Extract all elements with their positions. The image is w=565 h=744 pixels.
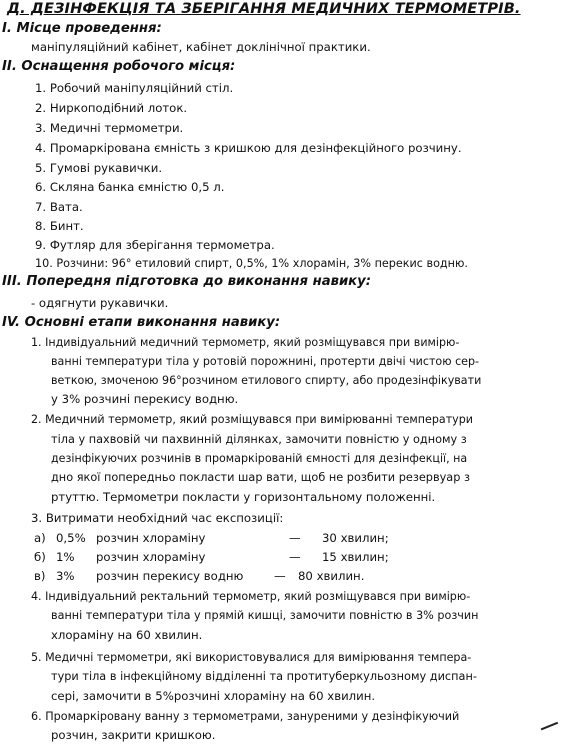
step-5-line: тури тіла в інфекційному відділенні та протитуберкульозному диспан- [51,670,477,683]
row-label: а) [34,531,46,545]
step-5-line: сері, замочити в 5%розчині хлораміну на 60 хвилин. [51,689,376,703]
step-2-line: дезінфікуючих розчинів в промаркірованій ємності для дезінфекції, на [51,452,468,465]
equipment-item: 3. Медичні термометри. [35,121,184,135]
step-6-line: розчин, закрити кришкою. [51,728,216,742]
step-3-lead: 3. Витримати необхідний час експозиції: [31,511,284,525]
equipment-item: 4. Промаркірована ємність з кришкою для дезінфекційного розчину. [35,141,462,155]
pen-mark [541,722,560,733]
section-4-heading: IV. Основні етапи виконання навику: [2,315,281,330]
section-3-text: - одягнути рукавички. [31,296,169,310]
equipment-item: 1. Робочий маніпуляційний стіл. [35,81,234,95]
step-1-line: ванні температури тіла у ротовій порожнині, протерти двічі чистою сер- [51,355,480,368]
step-1-line: 1. Індивідуальний медичний термометр, який розміщувався при вимірю- [31,336,460,349]
row-time: 15 хвилин; [322,550,389,564]
row-dash: — [289,531,301,545]
document-title: Д. ДЕЗІНФЕКЦІЯ ТА ЗБЕРІГАННЯ МЕДИЧНИХ ТЕРМОМЕТРІВ. [7,0,521,17]
row-dash: — [274,569,286,583]
section-1-heading: І. Місце проведення: [2,21,162,36]
equipment-item: 2. Ниркоподібний лоток. [35,101,188,115]
step-2-line: тіла у пахвовій чи пахвинній ділянках, замочити повністю у одному з [51,433,467,446]
row-solution: розчин хлораміну [96,531,206,545]
section-3-heading: ІІІ. Попередня підготовка до виконання навику: [2,274,372,289]
row-label: б) [34,550,46,564]
step-2-line: 2. Медичний термометр, який розміщувався при вимірюванні температури [31,413,473,426]
step-1-line: веткою, змоченою 96°розчином етилового спирту, або продезінфікувати [51,374,482,387]
equipment-item: 7. Вата. [35,200,83,214]
row-solution: розчин хлораміну [96,550,206,564]
row-concentration: 1% [56,550,75,564]
step-4-line: 4. Індивідуальний ректальний термометр, який розміщувався при вимірю- [31,590,471,603]
step-1-line: у 3% розчині перекису водню. [51,392,239,406]
row-time: 30 хвилин; [322,531,389,545]
row-concentration: 0,5% [56,531,86,545]
row-dash: — [289,550,301,564]
step-2-line: дно якої попередньо покласти шар вати, щоб не розбити резервуар з [51,471,470,484]
row-time: 80 хвилин. [298,569,365,583]
equipment-item: 10. Розчини: 96° етиловий спирт, 0,5%, 1% хлорамін, 3% перекис водню. [35,257,468,270]
equipment-item: 5. Гумові рукавички. [35,161,163,175]
equipment-item: 6. Скляна банка ємністю 0,5 л. [35,180,225,194]
step-4-line: хлораміну на 60 хвилин. [51,628,203,642]
step-4-line: ванні температури тіла у прямій кишці, замочити повністю в 3% розчин [51,609,479,622]
step-5-line: 5. Медичні термометри, які використовувалися для вимірювання темпера- [31,651,472,664]
section-1-text: маніпуляційний кабінет, кабінет доклінічної практики. [31,40,371,54]
row-solution: розчин перекису водню [96,569,244,583]
equipment-item: 9. Футляр для зберігання термометра. [35,238,275,252]
equipment-item: 8. Бинт. [35,219,84,233]
section-2-heading: ІІ. Оснащення робочого місця: [2,59,236,74]
row-label: в) [34,569,46,583]
step-6-line: 6. Промаркіровану ванну з термометрами, зануреними у дезінфікуючий [31,710,460,723]
row-concentration: 3% [56,569,75,583]
step-2-line: ртуттю. Термометри покласти у горизонтальному положенні. [51,490,436,504]
